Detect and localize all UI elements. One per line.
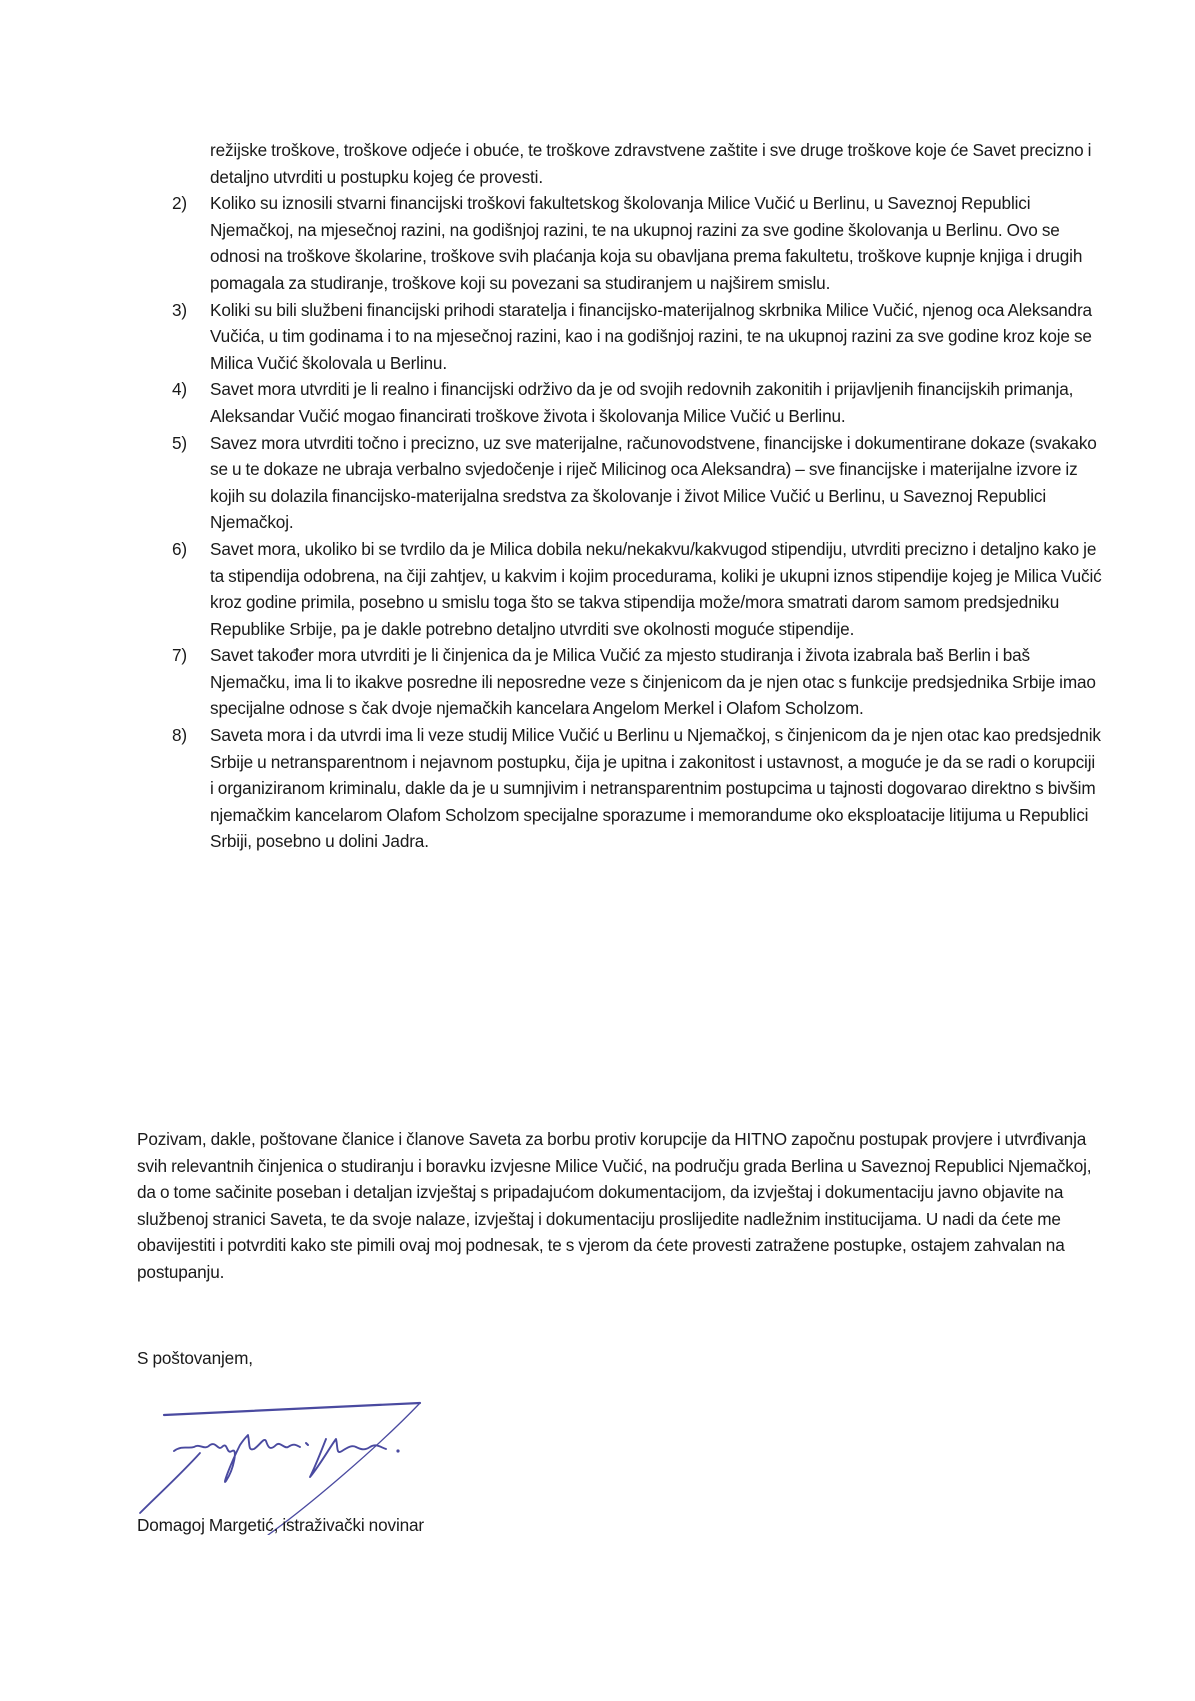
closing-paragraph: Pozivam, dakle, poštovane članice i članove Saveta za borbu protiv korupcije da HITNO započnu postupak provjere i utvrđivanja svih relevantnih činjenica o studiranju i boravku izvjesne Milice Vučić, na području grada Berlina u Saveznoj Republici Njemačkoj, da o tome sačinite poseban i detaljan izvještaj s pripadajućom dokumentacijom, da izvještaj i dokumentaciju javno objavite na službenoj stranici Saveta, te da svoje nalaze, izvještaj i dokumentaciju proslijedite nadležnim institucijama. U nadi da ćete me obavijestiti i potvrditi kako ste pimili ovaj moj podnesak, te s vjerom da ćete provesti zatražene postupke, ostajem zahvalan na postupanju.: [137, 1129, 1092, 1282]
signer-name: Domagoj Margetić, istraživački novinar: [137, 1515, 425, 1535]
list-item: [172, 722, 1102, 855]
list-item: [172, 297, 1102, 377]
list-item-text: Savet mora, ukoliko bi se tvrdilo da je Milica dobila neku/nekakvu/kakvugod stipendiju, utvrditi precizno i detaljno kako je ta stipendija odobrena, na čiji zahtjev, u kakvim i kojim procedurama, koliki je ukupni iznos stipendije kojeg je Milica Vučić kroz godine primila, posebno u smislu toga što se takva stipendija može/mora smatrati darom samom predsjedniku Republike Srbije, pa je dakle potrebno detaljno utvrditi sve okolnosti moguće stipendije.: [210, 538, 1102, 639]
list-item-number: 3): [172, 299, 187, 320]
list-item: [172, 190, 1102, 296]
list-item-continuation: režijske troškove, troškove odjeće i obuće, te troškove zdravstvene zaštite i sve druge troškove koje će Savet precizno i detaljno utvrditi u postupku kojeg će provesti.: [210, 140, 1092, 187]
list-item-text: Saveta mora i da utvrdi ima li veze studij Milice Vučić u Berlinu u Njemačkoj, s činjenicom da je njen otac kao predsjednik Srbije u netransparentnom i nejavnom postupku, čija je upitna i zakonitost i ustavnost, a moguće je da se radi o korupciji i organiziranom kriminalu, dakle da je u sumnjivim i netransparentnim postupcima u tajnosti dogovarao direktno s bivšim njemačkim kancelarom Olafom Scholzom specijalne sporazume i memorandume oko eksploatacije litijuma u Republici Srbiji, posebno u dolini Jadra.: [210, 725, 1101, 852]
salutation: S poštovanjem,: [137, 1348, 253, 1368]
list-item-number: 8): [172, 725, 187, 746]
list-item: [172, 536, 1102, 642]
list-item-number: 2): [172, 193, 187, 214]
list-item: [172, 376, 1102, 429]
list-item: [172, 430, 1102, 536]
list-item-number: 4): [172, 379, 187, 400]
list-item-number: 5): [172, 432, 187, 453]
list-item-number: 6): [172, 538, 187, 559]
list-item-text: Koliko su iznosili stvarni financijski troškovi fakultetskog školovanja Milice Vučić u Berlinu, u Saveznoj Republici Njemačkoj, na mjesečnoj razini, na godišnjoj razini, te na ukupnoj razini za sve godine školovanja u Berlinu. Ovo se odnosi na troškove školarine, troškove svih plaćanja koja su obavljana prema fakultetu, troškove kupnje knjiga i drugih pomagala za studiranje, troškove koji su povezani sa studiranjem u najširem smislu.: [210, 193, 1083, 293]
list-item-text: Savez mora utvrditi točno i precizno, uz sve materijalne, računovodstvene, financijske i dokumentirane dokaze (svakako se u te dokaze ne ubraja verbalno svjedočenje i riječ Milicinog oca Aleksandra) – sve financijske i materijalne izvore iz kojih su dolazila financijsko-materijalna sredstva za školovanje i život Milice Vučić u Berlinu, u Saveznoj Republici Njemačkoj.: [210, 432, 1097, 533]
list-item-text: Savet također mora utvrditi je li činjenica da je Milica Vučić za mjesto studiranja i života izabrala baš Berlin i baš Njemačku, ima li to ikakve posredne ili neposredne veze s činjenicom da je njen otac s funkcije predsjednika Srbije imao specijalne odnose s čak dvoje njemačkih kancelara Angelom Merkel i Olafom Scholzom.: [210, 645, 1096, 719]
list-item-text: Savet mora utvrditi je li realno i financijski održivo da je od svojih redovnih zakonitih i prijavljenih financijskih primanja, Aleksandar Vučić mogao financirati troškove života i školovanja Milice Vučić u Berlinu.: [210, 379, 1074, 426]
list-item: [172, 642, 1102, 722]
list-item-text: Koliki su bili službeni financijski prihodi staratelja i financijsko-materijalnog skrbnika Milice Vučić, njenog oca Aleksandra Vučića, u tim godinama i to na mjesečnoj razini, kao i na godišnjoj razini, te na ukupnoj razini za sve godine kroz koje se Milica Vučić školovala u Berlinu.: [210, 299, 1092, 373]
request-list: [172, 137, 1102, 855]
list-item-number: 7): [172, 645, 187, 666]
